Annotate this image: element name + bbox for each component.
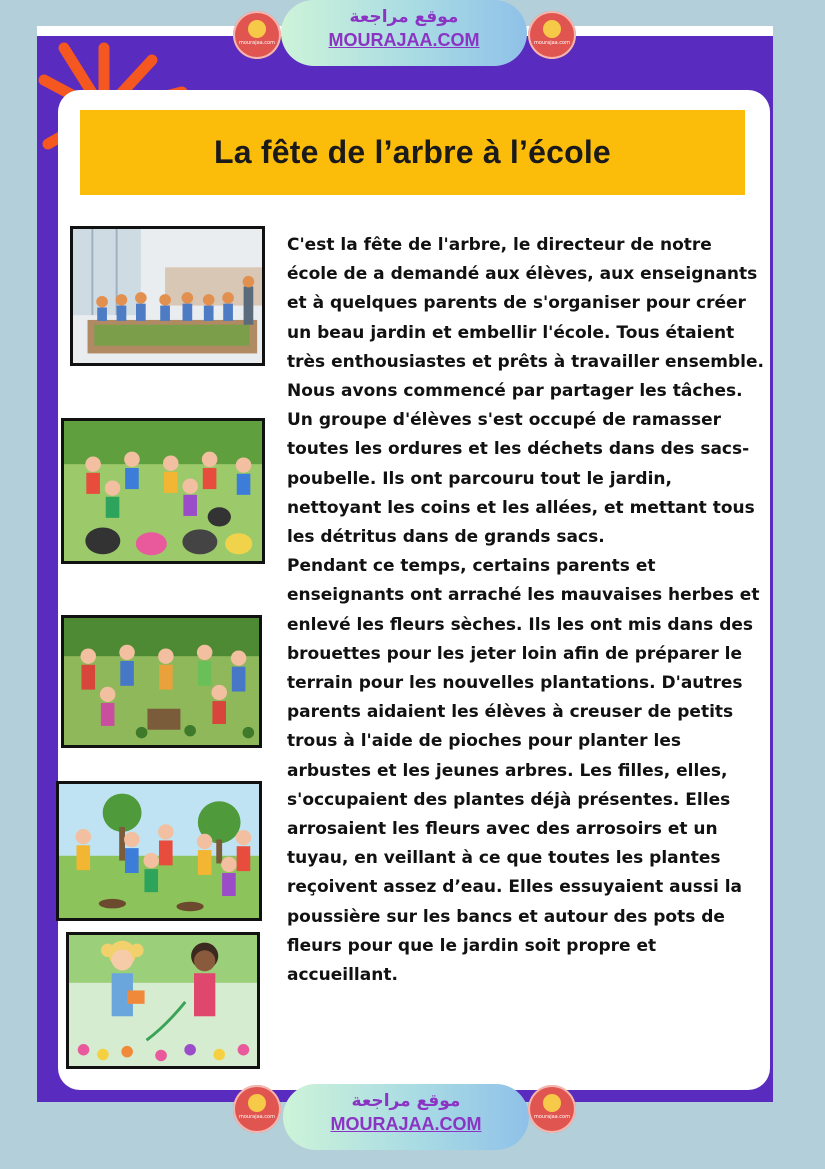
planting-trees-illustration (56, 781, 262, 921)
paragraph-gardening: Pendant ce temps, certains parents et enseignants ont arraché les mauvaises herbes et enlevé les fleurs sèches. Ils les ont mis dans des brouettes pour les jeter loin afin de préparer le terrain pour les nouvelles plantations. D'autres parents aidaient les élèves à creuser de petits trous à l'aide de pioches pour planter les arbustes et les jeunes arbres. Les filles, elles, s'occupaient des plantes déjà présentes. Elles arrosaient les fleurs avec des arrosoirs et un tuyau, en veillant à ce que toutes les plantes reçoivent assez d’eau. Elles essuyaient aussi la poussière sur les bancs et autour des pots de fleurs pour que le jardin soit propre et accueillant. (287, 556, 760, 986)
logo-right-top-icon: mourajaa.com (528, 11, 576, 59)
watermark-arabic: موقع مراجعة (351, 1091, 461, 1111)
paragraph-cleaning: Nous avons commencé par partager les tâches. Un groupe d'élèves s'est occupé de ramasser toutes les ordures et les déchets dans des sacs-poubelle. Ils ont parcouru tout le jardin, nettoyant les coins et les allées, et mettant tous les détritus dans de grands sacs. (287, 381, 755, 548)
school-garden-illustration (70, 226, 265, 366)
watermark-top[interactable] (281, 0, 527, 66)
logo-left-bottom-icon: mourajaa.com (233, 1085, 281, 1133)
watermark-link[interactable]: MOURAJAA.COM (328, 30, 480, 50)
weeding-illustration (61, 615, 262, 748)
logo-right-bottom-icon: mourajaa.com (528, 1085, 576, 1133)
logo-left-top-icon: mourajaa.com (233, 11, 281, 59)
watermark-arabic: موقع مراجعة (349, 7, 459, 27)
children-cleaning-illustration (61, 418, 265, 564)
girls-watering-illustration (66, 932, 260, 1069)
paragraph-intro: C'est la fête de l'arbre, le directeur de notre école de a demandé aux élèves, aux enseignants et à quelques parents de s'organiser pour créer un beau jardin et embellir l'école. Tous étaient très enthousiastes et prêts à travailler ensemble. (287, 235, 764, 372)
page-title: La fête de l’arbre à l’école (214, 134, 611, 170)
watermark-link[interactable]: MOURAJAA.COM (330, 1114, 482, 1134)
title-banner (80, 110, 745, 195)
story-text (287, 231, 767, 990)
watermark-bottom[interactable] (283, 1084, 529, 1150)
